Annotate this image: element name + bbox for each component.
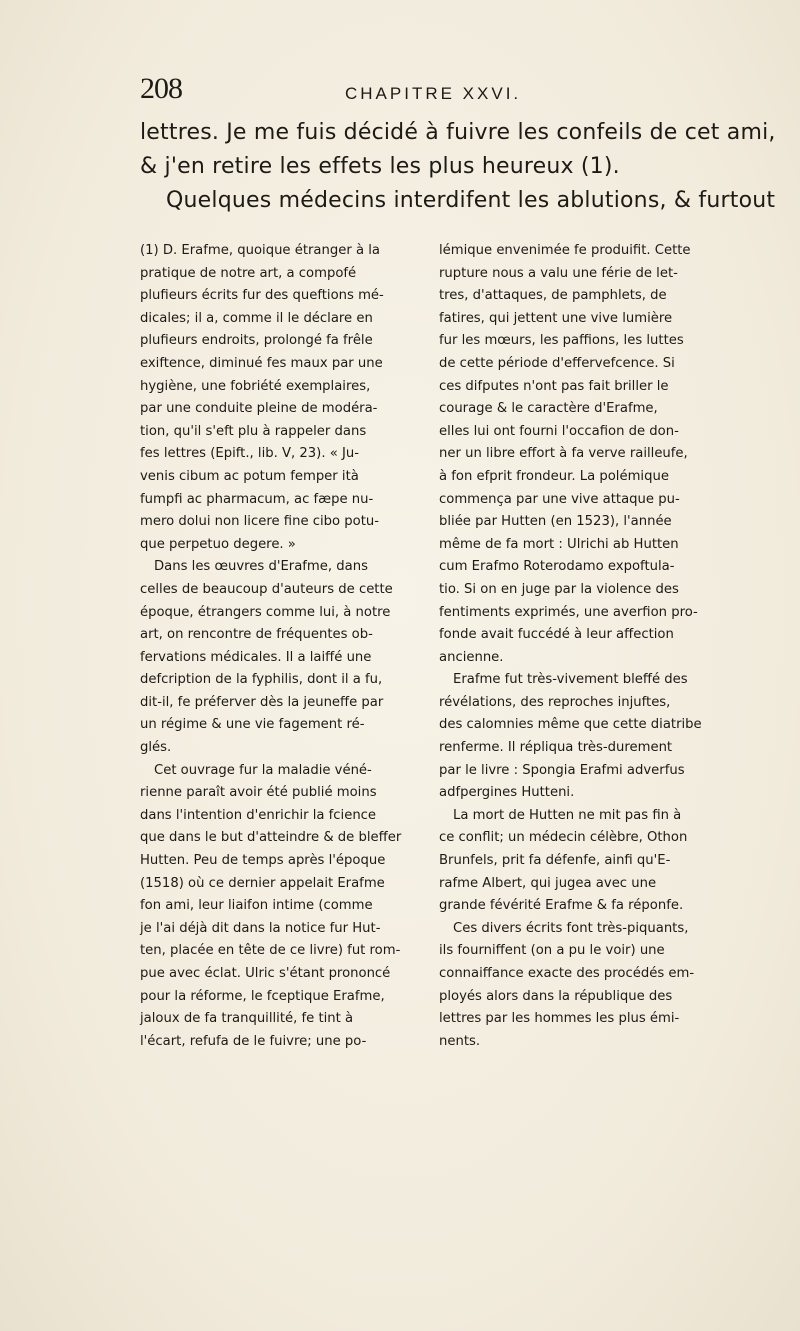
footnote-line: que dans le but d'atteindre & de bleffer: [140, 830, 402, 846]
footnote-line: elles lui ont fourni l'occafion de don-: [439, 423, 679, 439]
footnote-right-column: [439, 240, 720, 1053]
footnote-line: époque, étrangers comme lui, à notre: [140, 604, 391, 620]
running-head: CHAPITRE XXVI.: [345, 84, 522, 103]
footnote-line: grande févérité Erafme & fa réponfe.: [439, 898, 684, 914]
footnote-line: connaiffance exacte des procédés em-: [439, 966, 695, 981]
footnote-line: Brunfels, prit fa défenfe, ainfi qu'E-: [439, 853, 671, 869]
footnote-line: pour la réforme, le fceptique Erafme,: [140, 988, 385, 1004]
footnote-line: lettres par les hommes les plus émi-: [439, 1011, 680, 1027]
footnote-line: à fon efprit frondeur. La polémique: [439, 468, 669, 484]
footnote-line: cum Erafmo Roterodamo expoftula-: [439, 559, 675, 575]
footnote-line: rienne paraît avoir été publié moins: [140, 785, 377, 801]
footnote-line: fervations médicales. Il a laiffé une: [140, 649, 372, 665]
footnote-line: (1) D. Erafme, quoique étranger à la: [140, 243, 380, 258]
footnote-line: bliée par Hutten (en 1523), l'année: [439, 514, 672, 530]
footnote-line: plufieurs endroits, prolongé fa frêle: [140, 333, 373, 349]
footnote-line: ce conflit; un médecin célèbre, Othon: [439, 830, 688, 846]
footnote-line: même de fa mort : Ulrichi ab Hutten: [439, 536, 679, 552]
footnote-line: dicales; il a, comme il le déclare en: [140, 310, 373, 326]
footnote-line: dans l'intention d'enrichir la fcience: [140, 807, 377, 823]
main-text: [140, 116, 776, 218]
footnote-line: defcription de la fyphilis, dont il a fu,: [140, 672, 383, 688]
footnote-line: je l'ai déjà dit dans la notice fur Hut-: [140, 920, 381, 936]
footnote-line: Erafme fut très-vivement bleffé des: [453, 672, 688, 688]
footnote-line: commença par une vive attaque pu-: [439, 491, 680, 507]
page-header: [140, 72, 700, 112]
footnote-line: fon ami, leur liaifon intime (comme: [140, 898, 373, 914]
footnote-line: mero dolui non licere fine cibo potu-: [140, 514, 380, 530]
footnote-line: l'écart, refufa de le fuivre; une po-: [140, 1033, 367, 1049]
footnote-line: ils fourniffent (on a pu le voir) une: [439, 943, 665, 959]
footnote-line: Ces divers écrits font très-piquants,: [453, 920, 689, 936]
footnote-line: nents.: [439, 1033, 481, 1049]
footnote-line: art, on rencontre de fréquentes ob-: [140, 627, 373, 643]
footnote-line: adfpergines Hutteni.: [439, 785, 575, 801]
footnote-line: ancienne.: [439, 649, 504, 665]
footnote-line: que perpetuo degere. »: [140, 536, 296, 552]
footnote-line: glés.: [140, 740, 172, 756]
footnote-line: Cet ouvrage fur la maladie véné-: [154, 762, 372, 778]
footnote-line: venis cibum ac potum femper ità: [140, 468, 359, 484]
footnote-line: par le livre : Spongia Erafmi adverfus: [439, 762, 685, 778]
footnote-line: rupture nous a valu une férie de let-: [439, 265, 678, 281]
footnote-line: tion, qu'il s'eft plu à rappeler dans: [140, 423, 367, 439]
footnote-line: par une conduite pleine de modéra-: [140, 401, 378, 417]
page-number: 208: [140, 72, 182, 105]
footnote-line: Hutten. Peu de temps après l'époque: [140, 853, 386, 869]
footnote-line: jaloux de fa tranquillité, fe tint à: [140, 1011, 354, 1027]
footnote-line: tio. Si on en juge par la violence des: [439, 581, 679, 597]
footnote-line: exiftence, diminué fes maux par une: [140, 355, 383, 371]
footnote-line: lémique envenimée fe produifit. Cette: [439, 243, 691, 258]
footnote-line: pratique de notre art, a compofé: [140, 265, 357, 281]
footnote-line: (1518) où ce dernier appelait Erafme: [140, 875, 385, 891]
footnote-line: fentiments exprimés, une averfion pro-: [439, 604, 698, 620]
footnote-line: un régime & une vie fagement ré-: [140, 717, 365, 733]
footnote-line: renferme. Il répliqua très-durement: [439, 740, 673, 756]
footnote-line: fonde avait fuccédé à leur affection: [439, 627, 674, 643]
footnote-line: Dans les œuvres d'Erafme, dans: [154, 559, 368, 575]
main-text-line: & j'en retire les effets les plus heureux (1).: [140, 154, 620, 179]
footnote-line: ner un libre effort à fa verve railleufe,: [439, 446, 688, 462]
footnote-line: rafme Albert, qui jugea avec une: [439, 875, 657, 891]
footnote-line: ces difputes n'ont pas fait briller le: [439, 378, 669, 394]
footnote-line: celles de beaucoup d'auteurs de cette: [140, 581, 393, 597]
footnote-line: courage & le caractère d'Erafme,: [439, 401, 658, 417]
footnote-line: fumpfi ac pharmacum, ac fæpe nu-: [140, 491, 374, 507]
footnote-line: pue avec éclat. Ulric s'étant prononcé: [140, 966, 391, 981]
footnote-columns: [140, 240, 720, 1053]
footnote-line: plufieurs écrits fur des queftions mé-: [140, 288, 384, 304]
footnote-line: de cette période d'effervefcence. Si: [439, 355, 675, 371]
footnote-line: révélations, des reproches injuftes,: [439, 694, 671, 710]
footnote-line: ployés alors dans la république des: [439, 988, 673, 1004]
footnote-line: fatires, qui jettent une vive lumière: [439, 310, 673, 326]
footnote-line: tres, d'attaques, de pamphlets, de: [439, 288, 667, 304]
footnote-line: hygiène, une fobriété exemplaires,: [140, 378, 371, 394]
footnote-line: ten, placée en tête de ce livre) fut rom-: [140, 943, 401, 959]
footnote-left-column: [140, 240, 421, 1053]
footnote-line: des calomnies même que cette diatribe: [439, 717, 702, 733]
main-text-line: Quelques médecins interdifent les ablutions, & furtout: [166, 188, 776, 213]
footnote-line: La mort de Hutten ne mit pas fin à: [453, 807, 682, 823]
footnote-line: dit-il, fe préferver dès la jeuneffe par: [140, 694, 384, 710]
main-text-line: lettres. Je me fuis décidé à fuivre les confeils de cet ami,: [140, 120, 776, 145]
footnote-line: fes lettres (Epift., lib. V, 23). « Ju-: [140, 446, 359, 462]
footnote-line: fur les mœurs, les paffions, les luttes: [439, 333, 684, 349]
